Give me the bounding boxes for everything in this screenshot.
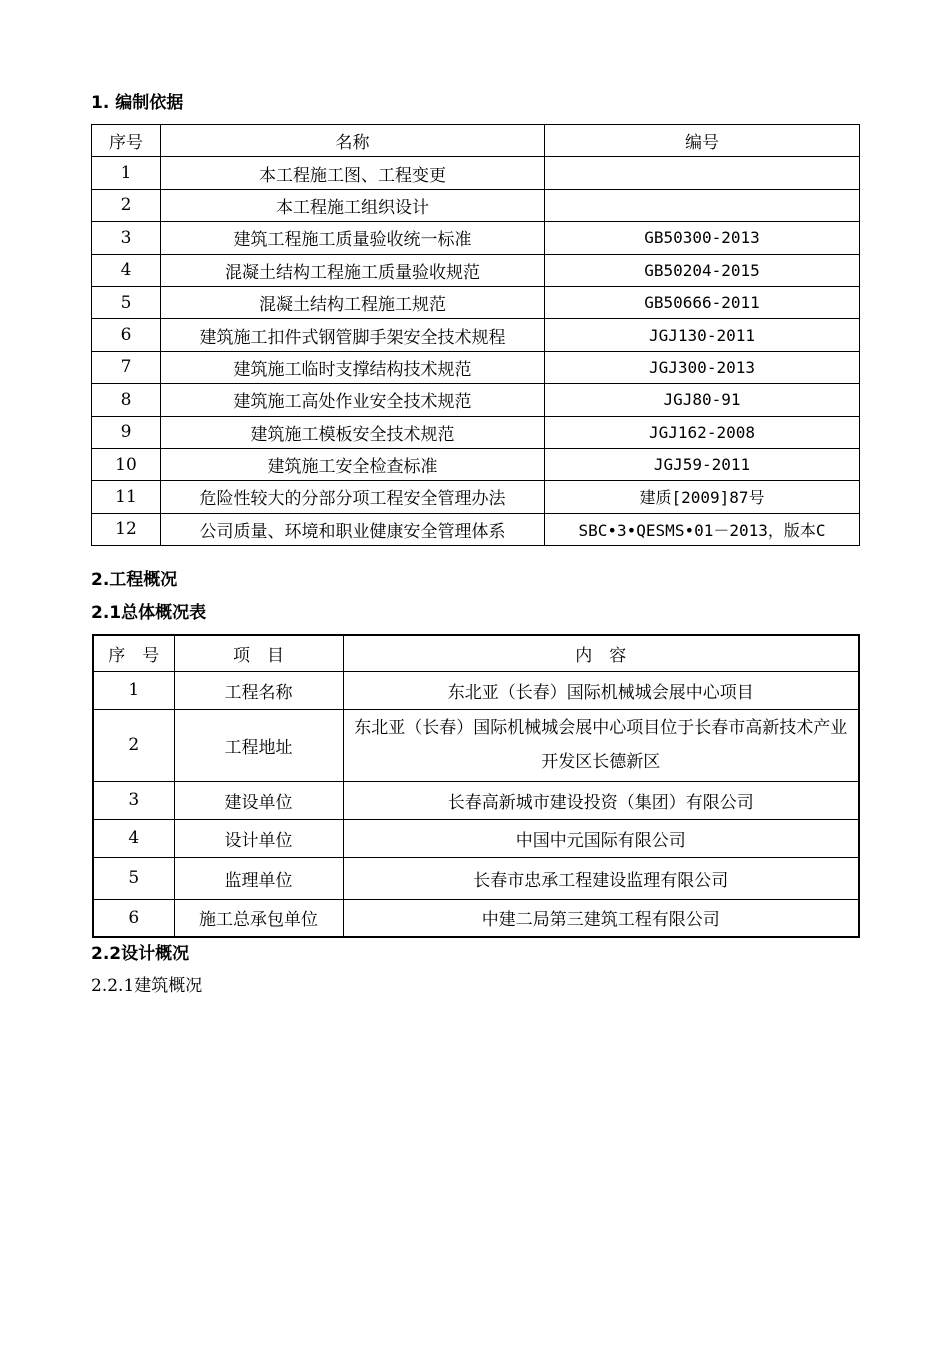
- header-name: 名称: [161, 125, 545, 157]
- header-item: 项 目: [174, 635, 343, 671]
- item-content: 长春高新城市建设投资（集团）有限公司: [343, 781, 859, 819]
- row-number: 2: [93, 709, 174, 781]
- standard-name: 建筑施工模板安全技术规范: [161, 416, 545, 448]
- standard-code: 建质[2009]87号: [545, 481, 860, 513]
- item-label: 设计单位: [174, 819, 343, 857]
- row-number: 6: [92, 319, 161, 351]
- table-row: [93, 857, 859, 899]
- table-header-row: [92, 125, 860, 157]
- standard-code: SBC•3•QESMS•01－2013，版本C: [545, 513, 860, 545]
- item-label: 监理单位: [174, 857, 343, 899]
- table-row: [93, 819, 859, 857]
- standard-code: JGJ300-2013: [545, 351, 860, 383]
- standard-code: JGJ162-2008: [545, 416, 860, 448]
- table-row: [93, 781, 859, 819]
- row-number: 1: [92, 157, 161, 189]
- row-number: 2: [92, 189, 161, 221]
- row-number: 5: [92, 286, 161, 318]
- section-2-title: 2.工程概况: [91, 570, 178, 590]
- header-content: 内 容: [343, 635, 859, 671]
- row-number: 10: [92, 448, 161, 480]
- standard-name: 公司质量、环境和职业健康安全管理体系: [161, 513, 545, 545]
- item-content: 中建二局第三建筑工程有限公司: [343, 899, 859, 937]
- header-no: 序 号: [93, 635, 174, 671]
- table-row: [92, 319, 860, 351]
- item-content: 东北亚（长春）国际机械城会展中心项目: [343, 671, 859, 709]
- table-row: [93, 671, 859, 709]
- item-label: 施工总承包单位: [174, 899, 343, 937]
- standard-code: GB50204-2015: [545, 254, 860, 286]
- row-number: 4: [93, 819, 174, 857]
- table-row: [92, 222, 860, 254]
- table-row: [92, 513, 860, 545]
- row-number: 6: [93, 899, 174, 937]
- table-row: [92, 384, 860, 416]
- table-row: [92, 286, 860, 318]
- standard-name: 混凝土结构工程施工规范: [161, 286, 545, 318]
- table-header-row: [93, 635, 859, 671]
- table-row: [93, 899, 859, 937]
- row-number: 7: [92, 351, 161, 383]
- table-row: [92, 189, 860, 221]
- standard-code: JGJ80-91: [545, 384, 860, 416]
- standard-name: 本工程施工图、工程变更: [161, 157, 545, 189]
- section-2-2-title: 2.2设计概况: [91, 944, 190, 964]
- section-1-title: 1. 编制依据: [91, 93, 184, 113]
- item-label: 工程地址: [174, 709, 343, 781]
- table-row: [92, 448, 860, 480]
- row-number: 5: [93, 857, 174, 899]
- table-row: [92, 416, 860, 448]
- standard-code: [545, 189, 860, 221]
- item-content: 东北亚（长春）国际机械城会展中心项目位于长春市高新技术产业开发区长德新区: [343, 709, 859, 781]
- item-content: 长春市忠承工程建设监理有限公司: [343, 857, 859, 899]
- row-number: 3: [93, 781, 174, 819]
- standard-name: 建筑施工临时支撑结构技术规范: [161, 351, 545, 383]
- table-row: [93, 709, 859, 781]
- row-number: 3: [92, 222, 161, 254]
- header-code: 编号: [545, 125, 860, 157]
- table-row: [92, 351, 860, 383]
- basis-table: [91, 124, 860, 546]
- standard-code: [545, 157, 860, 189]
- standard-name: 危险性较大的分部分项工程安全管理办法: [161, 481, 545, 513]
- section-2-2-1-title: 2.2.1建筑概况: [91, 976, 203, 996]
- standard-name: 混凝土结构工程施工质量验收规范: [161, 254, 545, 286]
- header-no: 序号: [92, 125, 161, 157]
- standard-name: 建筑施工高处作业安全技术规范: [161, 384, 545, 416]
- item-label: 建设单位: [174, 781, 343, 819]
- section-2-1-title: 2.1总体概况表: [91, 603, 207, 623]
- row-number: 11: [92, 481, 161, 513]
- item-label: 工程名称: [174, 671, 343, 709]
- row-number: 4: [92, 254, 161, 286]
- row-number: 12: [92, 513, 161, 545]
- row-number: 9: [92, 416, 161, 448]
- standard-name: 建筑施工扣件式钢管脚手架安全技术规程: [161, 319, 545, 351]
- overview-table: [92, 634, 860, 938]
- table-row: [92, 157, 860, 189]
- row-number: 8: [92, 384, 161, 416]
- standard-name: 建筑施工安全检查标准: [161, 448, 545, 480]
- standard-code: GB50300-2013: [545, 222, 860, 254]
- standard-name: 建筑工程施工质量验收统一标准: [161, 222, 545, 254]
- row-number: 1: [93, 671, 174, 709]
- table-row: [92, 481, 860, 513]
- standard-name: 本工程施工组织设计: [161, 189, 545, 221]
- standard-code: GB50666-2011: [545, 286, 860, 318]
- standard-code: JGJ59-2011: [545, 448, 860, 480]
- item-content: 中国中元国际有限公司: [343, 819, 859, 857]
- standard-code: JGJ130-2011: [545, 319, 860, 351]
- table-row: [92, 254, 860, 286]
